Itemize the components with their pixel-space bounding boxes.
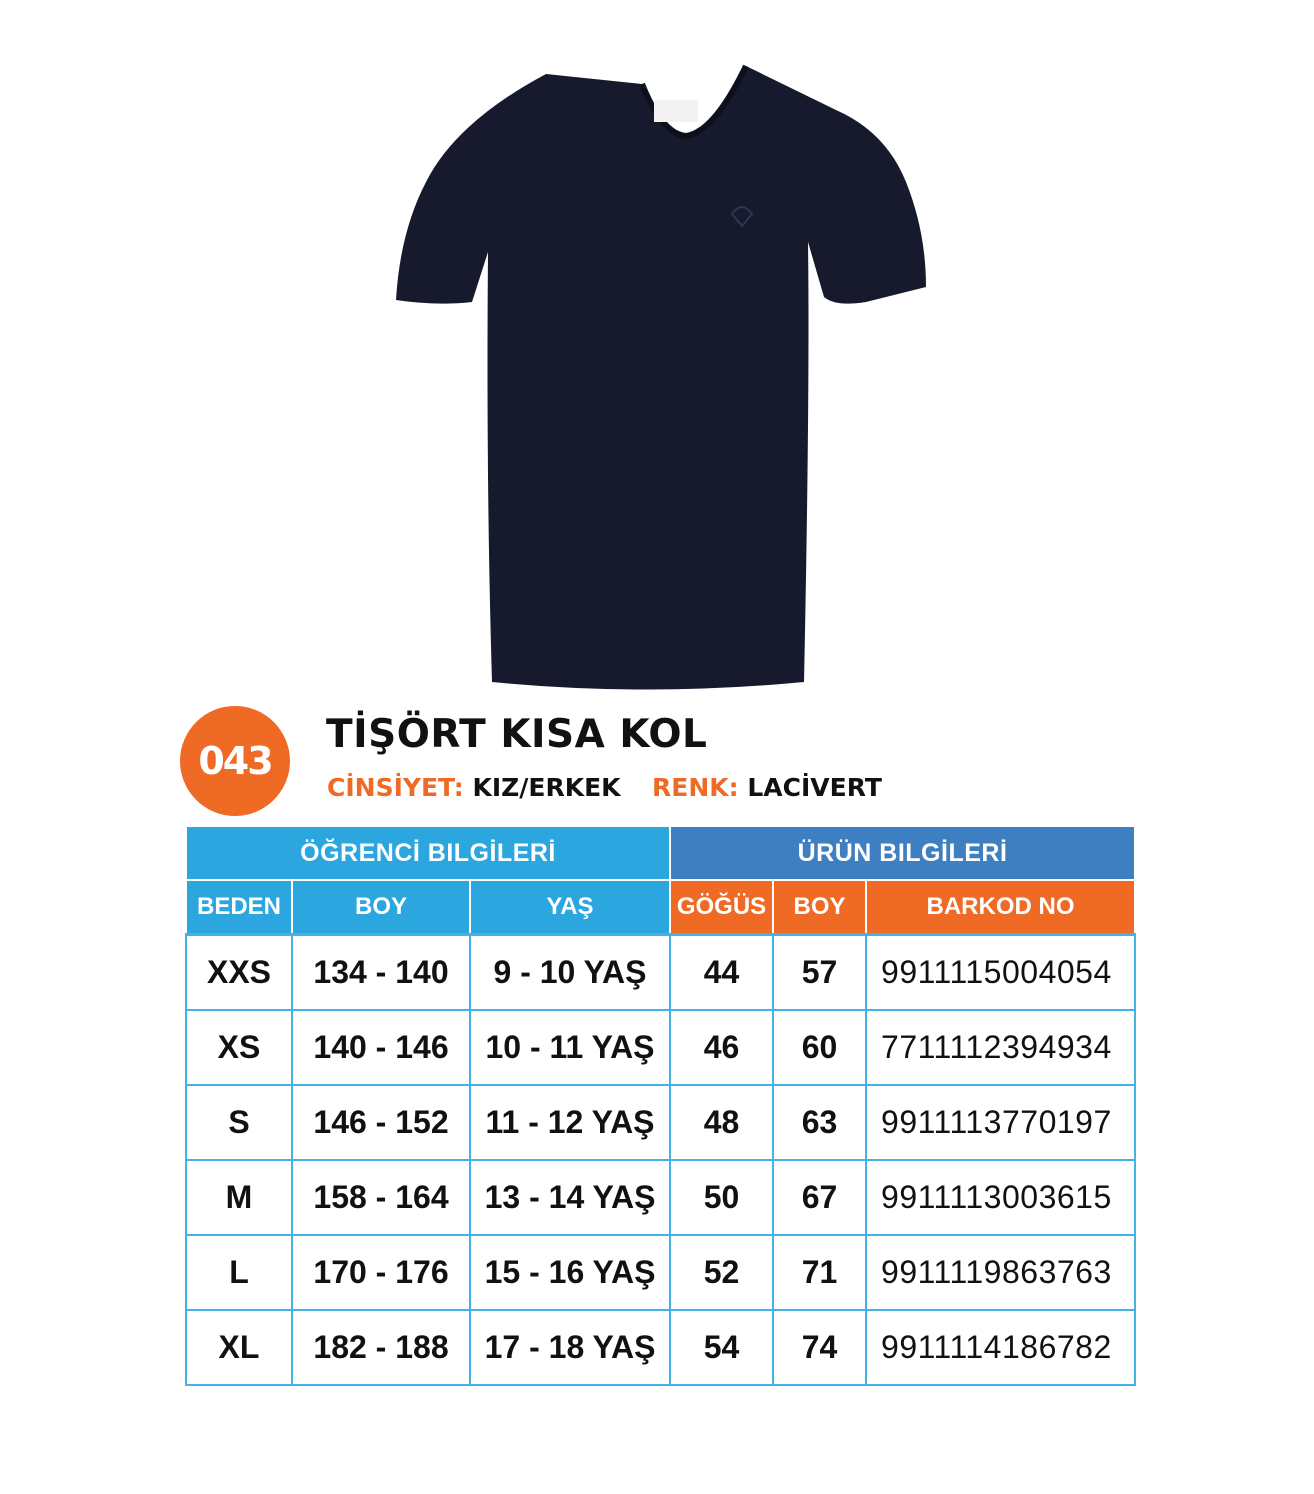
cell-age: 13 - 14 YAŞ (470, 1160, 670, 1235)
gender-label: CİNSİYET: (327, 773, 464, 802)
cell-height: 158 - 164 (292, 1160, 470, 1235)
cell-age: 10 - 11 YAŞ (470, 1010, 670, 1085)
product-code-badge: 043 (180, 706, 290, 816)
cell-length: 57 (773, 935, 866, 1011)
table-row (186, 935, 1135, 1011)
group-header-student: ÖĞRENCİ BILGİLERİ (186, 826, 670, 880)
cell-barcode: 9911115004054 (866, 935, 1135, 1011)
cell-size: XXS (186, 935, 292, 1011)
col-header-age: YAŞ (470, 880, 670, 935)
cell-chest: 48 (670, 1085, 773, 1160)
cell-height: 170 - 176 (292, 1235, 470, 1310)
table-row (186, 1310, 1135, 1385)
cell-chest: 46 (670, 1010, 773, 1085)
cell-size: M (186, 1160, 292, 1235)
cell-barcode: 7711112394934 (866, 1010, 1135, 1085)
col-header-length: BOY (773, 880, 866, 935)
table-row (186, 1235, 1135, 1310)
col-header-size: BEDEN (186, 880, 292, 935)
cell-height: 140 - 146 (292, 1010, 470, 1085)
cell-length: 67 (773, 1160, 866, 1235)
table-row (186, 1160, 1135, 1235)
cell-chest: 54 (670, 1310, 773, 1385)
cell-length: 74 (773, 1310, 866, 1385)
cell-barcode: 9911113003615 (866, 1160, 1135, 1235)
cell-length: 60 (773, 1010, 866, 1085)
cell-age: 15 - 16 YAŞ (470, 1235, 670, 1310)
cell-barcode: 9911119863763 (866, 1235, 1135, 1310)
cell-length: 71 (773, 1235, 866, 1310)
tshirt-image (396, 62, 928, 692)
product-meta (327, 773, 882, 802)
product-image (396, 62, 928, 692)
cell-height: 182 - 188 (292, 1310, 470, 1385)
cell-chest: 50 (670, 1160, 773, 1235)
table-row (186, 1010, 1135, 1085)
cell-chest: 44 (670, 935, 773, 1011)
cell-size: XS (186, 1010, 292, 1085)
table-row (186, 1085, 1135, 1160)
cell-age: 11 - 12 YAŞ (470, 1085, 670, 1160)
cell-barcode: 9911114186782 (866, 1310, 1135, 1385)
size-chart-table (185, 825, 1136, 1386)
color-label: RENK: (652, 773, 739, 802)
col-header-barcode: BARKOD NO (866, 880, 1135, 935)
cell-barcode: 9911113770197 (866, 1085, 1135, 1160)
cell-length: 63 (773, 1085, 866, 1160)
cell-height: 134 - 140 (292, 935, 470, 1011)
gender-value: KIZ/ERKEK (472, 773, 621, 802)
cell-age: 17 - 18 YAŞ (470, 1310, 670, 1385)
cell-size: L (186, 1235, 292, 1310)
color-value: LACİVERT (747, 773, 882, 802)
cell-age: 9 - 10 YAŞ (470, 935, 670, 1011)
col-header-chest: GÖĞÜS (670, 880, 773, 935)
col-header-height: BOY (292, 880, 470, 935)
cell-size: S (186, 1085, 292, 1160)
cell-size: XL (186, 1310, 292, 1385)
cell-chest: 52 (670, 1235, 773, 1310)
group-header-product: ÜRÜN BILGİLERİ (670, 826, 1135, 880)
product-title: TİŞÖRT KISA KOL (326, 712, 708, 757)
cell-height: 146 - 152 (292, 1085, 470, 1160)
